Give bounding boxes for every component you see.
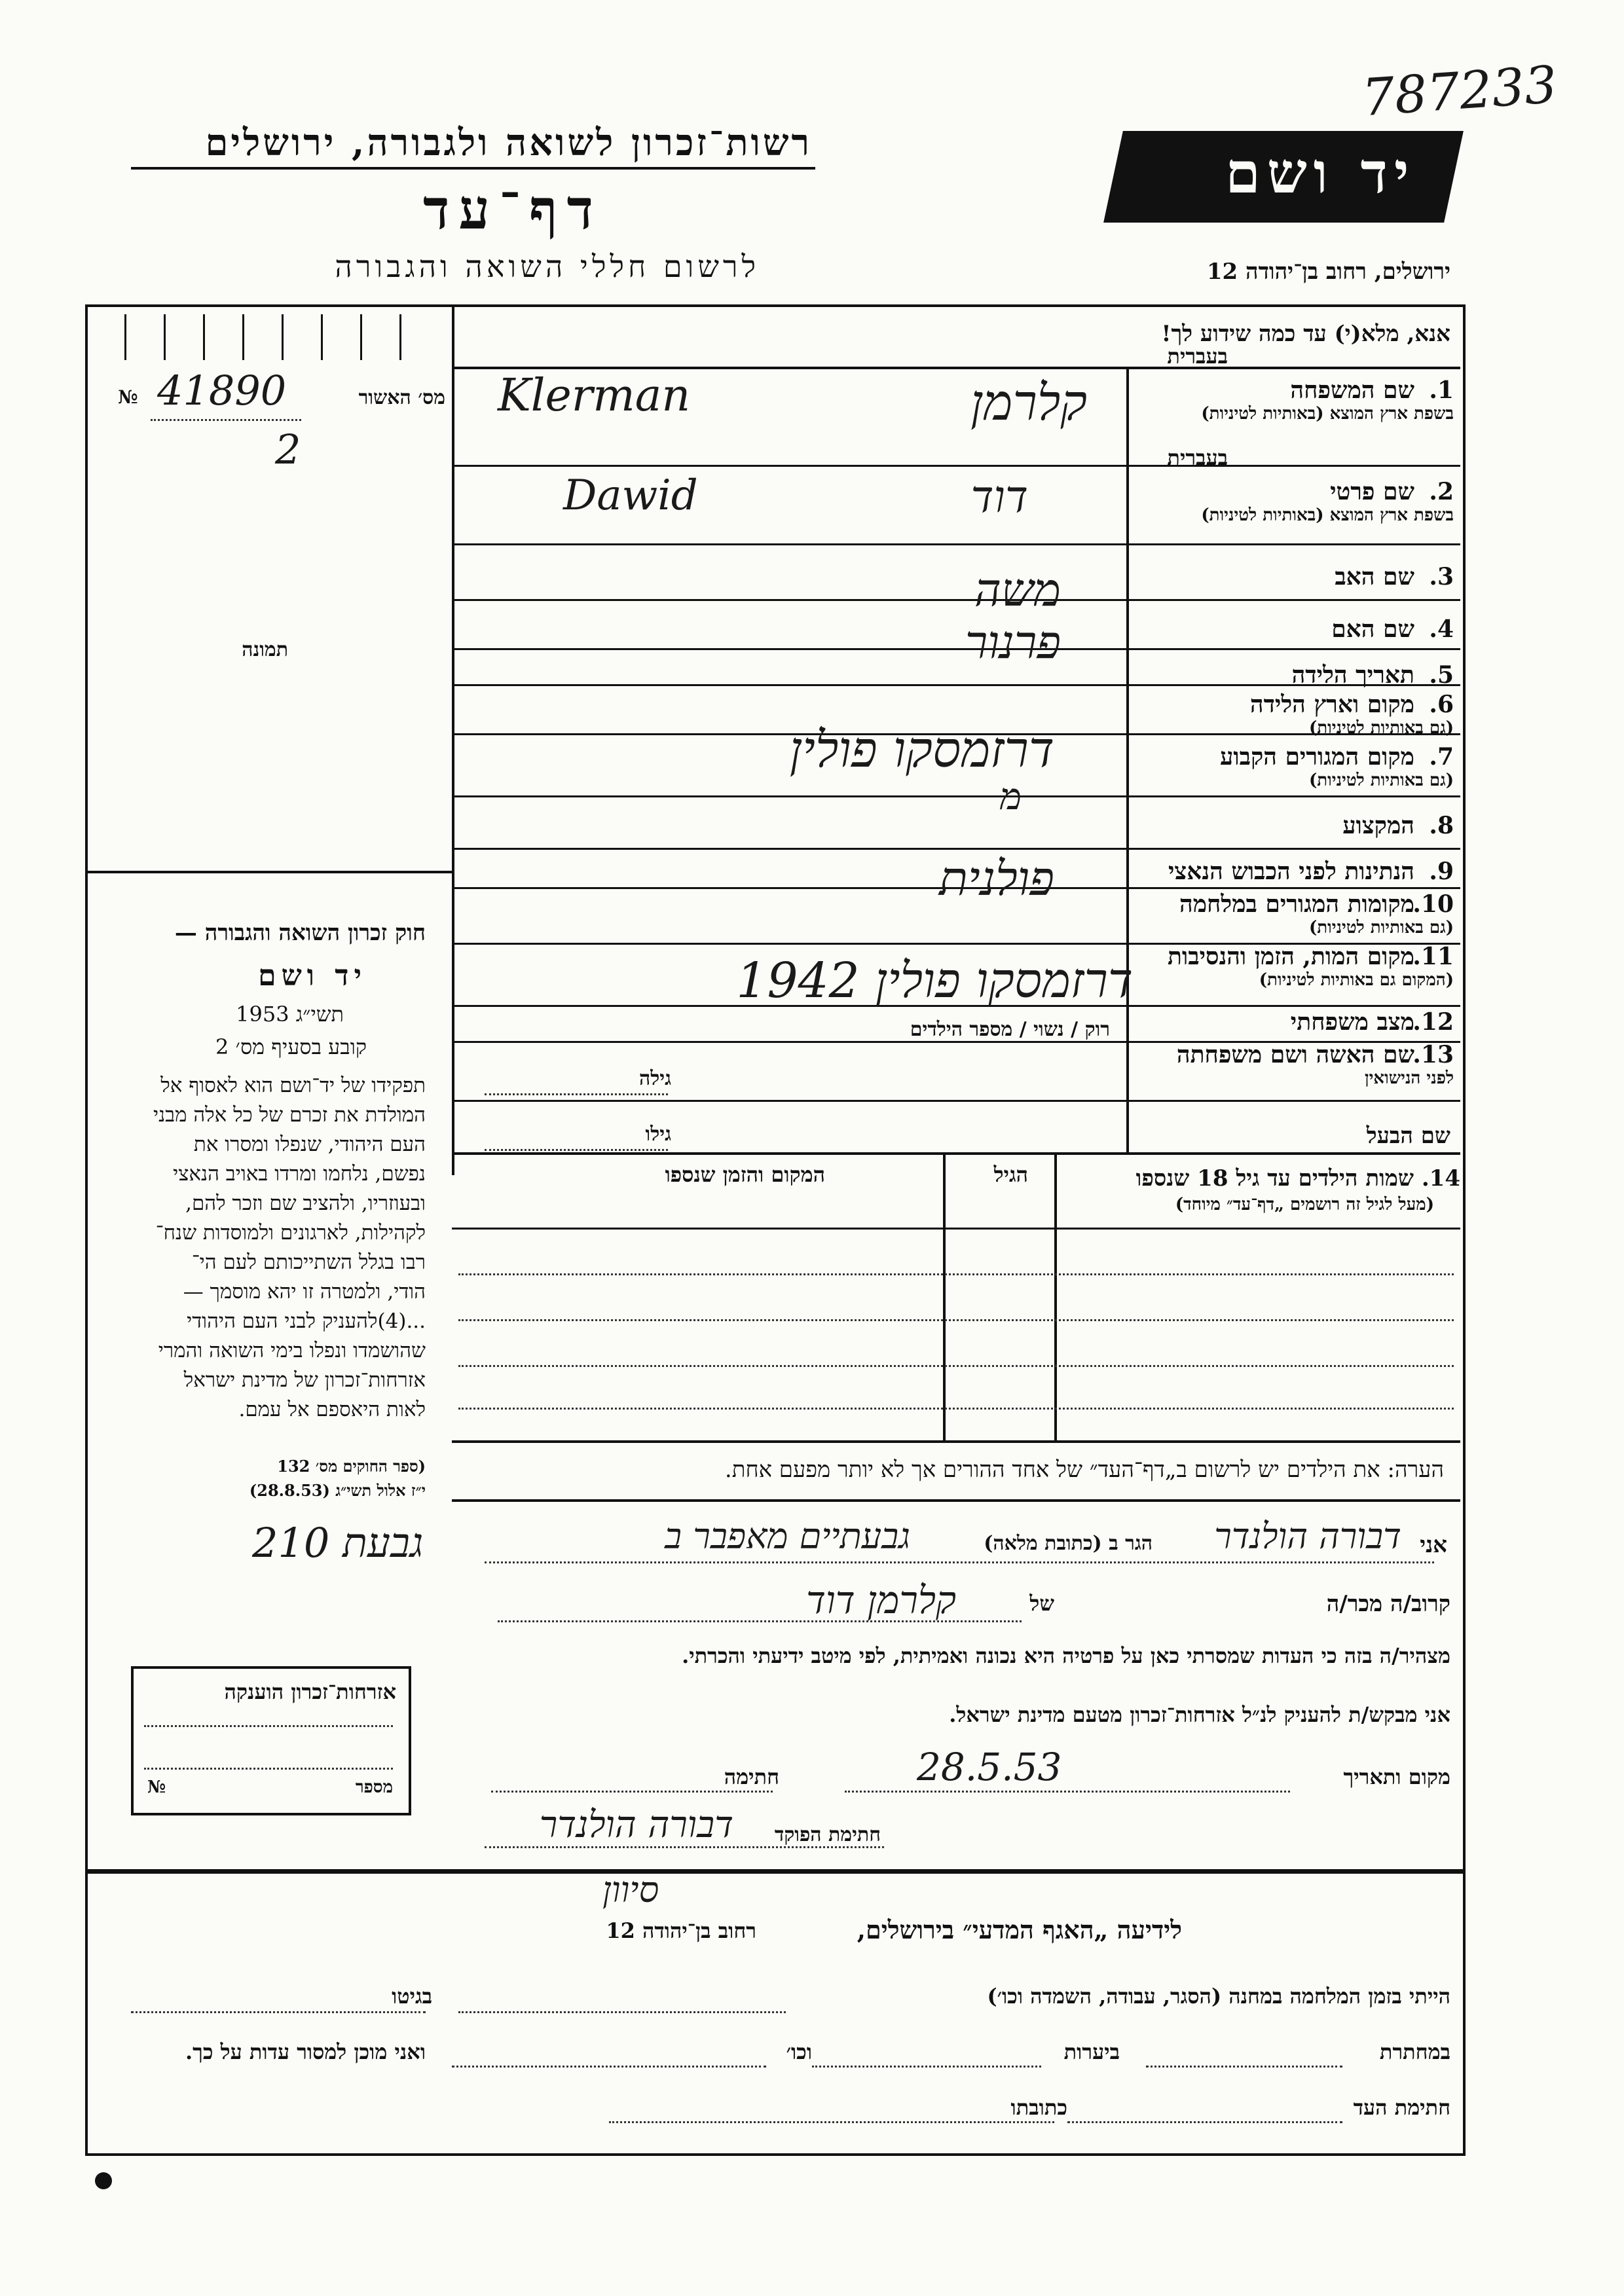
children-label: 14. שמות הילדים עד גיל 18 שנספו [1135,1165,1460,1192]
field-number: 4. [1429,615,1454,643]
footer-title: לידיעה „האגף המדעי״ בירושלים, [857,1915,1182,1944]
header-address: ירושלים, רחוב בן־יהודה 12 [1206,259,1450,285]
law-text-line: ...(4)להעניק לבני העם היהודי [187,1309,426,1333]
children-col-age: הגיל [993,1162,1028,1187]
law-text-line: שהושמדו ונפלו בימי השואה והמרי [158,1339,426,1362]
footer-signature-label: חתימת העד [1353,2095,1450,2120]
field-row-line [452,795,1460,797]
field-row-line [452,648,1460,650]
approval-number: 41890 [157,367,287,414]
latin-first-name: Dawid [563,471,698,520]
relative-label: קרוב/ה מכר/ה [1326,1591,1450,1617]
approval-no-symbol: № [118,386,138,408]
law-text-line: תפקידו של יד־ושם הוא לאסוף אל [160,1074,426,1097]
footer-address-label: כתובתו [1010,2095,1067,2120]
declaration-resides-label: הגר ב (כתובת מלאה) [984,1532,1153,1555]
field-label: מצב משפחתי [1290,1008,1414,1036]
field-sub-label: (גם באותיות לטיניות) [1308,918,1454,938]
law-clause: קובע בסעיף מס׳ 2 [215,1034,367,1059]
declaration-name: דבורה הולנדר [1214,1516,1401,1557]
citizenship-number-label: מספר [355,1777,393,1797]
footer-line2-forests: ביערות [1063,2039,1120,2064]
footer-handwritten: סיוון [602,1869,659,1910]
age-label-wife: גילה [638,1067,671,1090]
field-row-line [452,543,1460,545]
field-row-line [452,848,1460,850]
declaration-i-label: אני [1420,1532,1447,1558]
field-label: שם פרטי [1330,478,1414,505]
declaration-request: אני מבקש/ת להעניק לנ״ל אזרחות־זכרון מטעם מדינת ישראל. [949,1702,1450,1727]
law-text-line: נפשם, נלחמו ומרדו באויב הנאצי [173,1162,426,1186]
field-number: 13. [1412,1041,1454,1068]
field-label: שם האם [1331,615,1414,643]
field-number: 6. [1429,691,1454,718]
field-number: 11. [1412,943,1454,970]
approval-sub-number: 2 [275,426,301,473]
field-label: מקום המגורים הקבוע [1220,743,1414,771]
father-name-value: משה [974,563,1061,617]
law-year: תשי״ג 1953 [236,1002,344,1027]
law-name: יד ושם [258,959,367,993]
law-ref-2: י״ז אלול תשי״ג (28.8.53) [249,1481,426,1500]
field-sub-label: בשפת ארץ המוצא (באותיות לטיניות) [1201,404,1454,424]
logo-text: יד ושם [1225,140,1416,206]
law-title: חוק זכרון השואה והגבורה — [174,920,426,946]
field-number: 2. [1429,478,1454,505]
note-text: הערה: את הילדים יש לרשום ב„דף־העד״ של אחד ההורים אך לא יותר מפעם אחת. [724,1457,1444,1483]
of-value: קלרמן דוד [806,1578,956,1622]
citizenship-no-symbol: № [147,1777,166,1797]
hebrew-family-name: קלרמן [970,373,1087,431]
footer-line1-camp: הייתי בזמן המלחמה במחנה (הסגר, עבודה, השמדה וכו׳) [987,1984,1450,2009]
death-place-value: דרזמסקו פולין 1942 [736,953,1133,1009]
field-sub-label: (גם באותיות לטיניות) [1308,771,1454,790]
field-row-line [452,599,1460,601]
citizenship-title: אזרחות־זכרון הוענקה [224,1679,396,1704]
field-sub-label: (המקום גם באותיות לטיניות) [1259,970,1454,990]
of-label: של [1029,1591,1054,1616]
law-text-line: לקהילות, לארגונים ולמוסדות שנח־ [155,1221,426,1245]
field-number: 7. [1429,743,1454,771]
officer-signature: דבורה הולנדר [539,1804,733,1846]
place-date-label: מקום ותאריך [1343,1764,1450,1789]
authority-title: רשות־זכרון לשואה ולגבורה, ירושלים [205,121,812,164]
children-col-place: המקום והזמן שנספו [665,1162,825,1187]
field-label: שם המשפחה [1290,376,1414,404]
side-note: 210 גבעת [252,1519,424,1567]
field-sub-label: בשפת ארץ המוצא (באותיות לטיניות) [1201,505,1454,525]
declaration-statement: מצהיר/ה בזה כי העדות שמסרתי כאן על פרטיה היא נכונה ואמיתית, לפי מיטב ידיעתי והכרתי. [682,1643,1450,1668]
field-tag: בעברית [1167,344,1228,369]
photo-label: תמונה [242,638,288,661]
mother-name-value: פרנור [965,615,1061,669]
footer-line2-underground: במחתרת [1379,2039,1450,2064]
children-sub: (מעל לגיל זה רושמים „דף־עד״ מיוחד) [1175,1195,1434,1214]
ink-dot [95,2172,112,2189]
latin-family-name: Klerman [498,370,691,422]
residence-value: מ [999,776,1022,818]
officer-label: חתימת הפוקד [774,1823,881,1846]
law-ref-1: (ספר החוקים מס׳ 132 [277,1457,426,1476]
field-number: 3. [1429,563,1454,591]
field-row-line [452,1100,1460,1102]
date-value: 28.5.53 [917,1745,1062,1789]
field-label: תאריך הלידה [1291,661,1414,689]
law-text-line: ובעוזריו, ולהציב שם וזכר להם, [185,1192,426,1215]
hebrew-first-name: דוד [970,471,1028,523]
footer-line2-etc: וכו׳ [786,2039,812,2064]
field-sub-label: (גם באותיות לטיניות) [1308,718,1454,738]
archive-number: 787233 [1360,55,1559,128]
field-row-line [452,465,1460,467]
law-text-line: לאות היאספם אל עמם. [238,1398,426,1421]
form-subtitle: לרשום חללי השואה והגבורה [335,249,760,284]
field-sub-label: לפני הנישואין [1364,1068,1454,1088]
footer-address: רחוב בן־יהודה 12 [606,1918,756,1943]
field-label: מקום וארץ הלידה [1249,691,1414,718]
footer-line1-ghetto: בגיטו [392,1984,432,2009]
footer-line2-ready: ואני מוכן למסור עדות על כך. [185,2039,426,2064]
marital-options: רוק / נשוי / מספר הילדים [910,1018,1110,1041]
field-label: מקום המות, הזמן והנסיבות [1168,943,1414,970]
age-label-husband: גילו [645,1123,671,1146]
law-text-line: רבו בגלל השתייכותם לעם הי־ [191,1250,426,1274]
yad-vashem-logo [1103,131,1464,223]
field-number: 5. [1429,661,1454,689]
husband-label: שם הבעל [1366,1123,1450,1149]
field-tag: בעברית [1167,445,1228,470]
field-number: 12. [1412,1008,1454,1036]
field-number: 1. [1429,376,1454,404]
form-title: דף־עד [422,177,602,242]
field-label: מקומות המגורים במלחמה [1179,890,1414,918]
field-label: שם האב [1335,563,1414,591]
law-text-line: אזרחות־זכרון של מדינת ישראל [183,1368,426,1392]
signature-label: חתימה [724,1764,779,1789]
field-number: 8. [1429,812,1454,839]
field-label: המקצוע [1342,812,1414,839]
law-text-line: העם היהודי, שנפלו ומסרו את [193,1133,426,1156]
nationality-value: פולנית [938,851,1054,906]
field-label: שם האשה ושם משפחתה [1176,1041,1414,1068]
intro-text: אנא, מלא(י) עד כמה שידוע לך! [1161,321,1450,347]
field-row-line [452,684,1460,686]
birthplace-value: דרזמסקו פולין [789,720,1054,778]
law-text-line: המולדת את זכרם של כל אלה מבני [153,1103,426,1127]
field-number: 10. [1412,890,1454,918]
field-label: הנתינות לפני הכבוש הנאצי [1168,858,1414,885]
declaration-address: גבעתיים מאפבר ב [665,1516,910,1557]
approval-number-label: מס׳ האשור [358,386,445,409]
approval-ticks [98,314,439,360]
law-text-line: הודי, ולמטרה זו יהא מוסמך — [183,1280,426,1303]
field-number: 9. [1429,858,1454,885]
